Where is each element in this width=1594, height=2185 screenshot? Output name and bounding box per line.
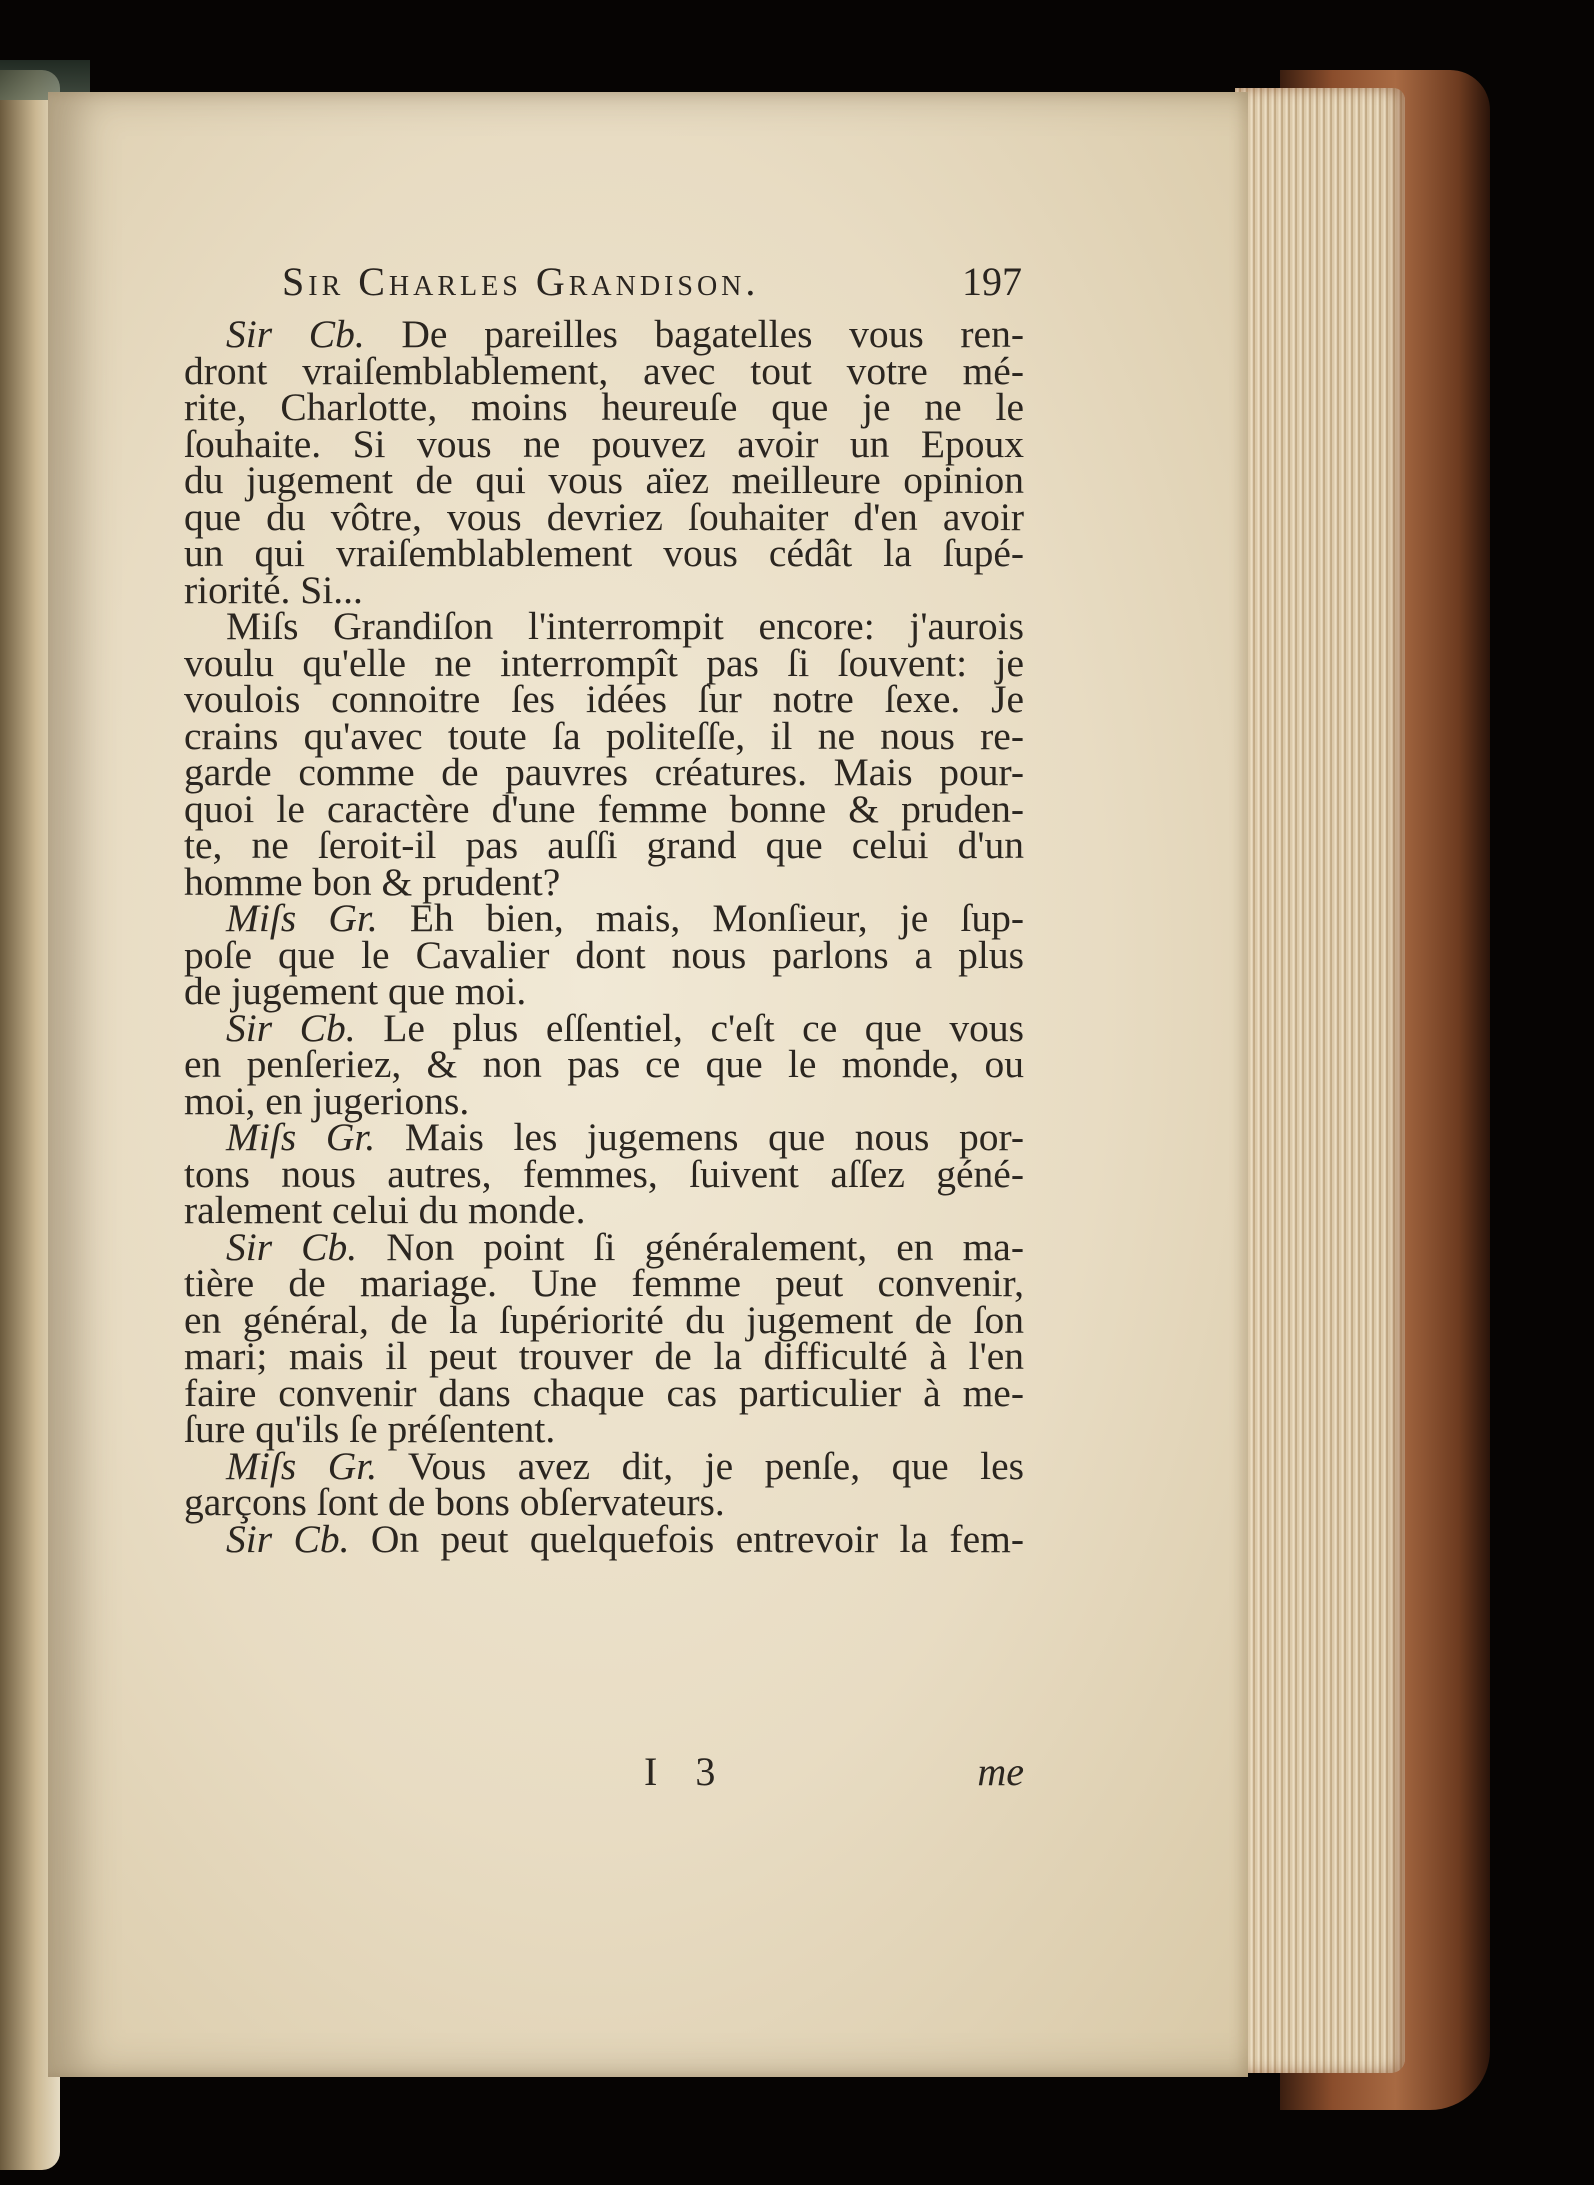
speaker-label: Sir Cb. — [226, 1005, 356, 1050]
line-text: faire convenir dans chaque cas particulier à me- — [184, 1370, 1024, 1415]
speaker-label: Miſs Gr. — [226, 896, 378, 940]
text-line — [184, 604, 1024, 648]
line-text: dront vraiſemblablement, avec tout votre mé- — [184, 348, 1024, 393]
line-text: voulois connoitre ſes idées ſur notre ſexe. Je — [184, 677, 1024, 721]
text-line — [184, 1407, 1024, 1451]
line-text: crains qu'avec toute ſa politeſſe, il ne nous re- — [184, 713, 1024, 758]
text-line — [184, 1151, 1024, 1196]
line-text: ſouhaite. Si vous ne pouvez avoir un Epoux — [184, 421, 1024, 466]
page-edges — [1235, 88, 1405, 2073]
line-text: Miſs Grandiſon l'interrompit encore: j'aurois — [226, 604, 1024, 648]
line-text: quoi le caractère d'une femme bonne & pruden- — [184, 786, 1024, 831]
speaker-label: Sir Cb. — [226, 312, 365, 356]
text-line — [184, 1188, 1024, 1232]
text-line — [184, 1443, 1024, 1488]
line-text: riorité. Si... — [184, 567, 363, 612]
speaker-label: Sir Cb. — [226, 1224, 358, 1269]
line-text: te, ne ſeroit-il pas auſſi grand que celui d'un — [184, 823, 1024, 867]
text-line — [184, 896, 1025, 940]
line-text: en penſeriez, & non pas ce que le monde, ou — [184, 1042, 1024, 1086]
line-text: garçons ſont de bons obſervateurs. — [184, 1480, 725, 1524]
body-text — [184, 312, 1025, 1561]
line-text: ralement celui du monde. — [184, 1188, 586, 1232]
page-header — [282, 258, 1022, 308]
text-line — [184, 1297, 1024, 1342]
signature-mark: I 3 — [644, 1749, 730, 1794]
line-text: Le plus eſſentiel, c'eſt ce que vous — [383, 1005, 1025, 1050]
line-text: Non point ſi généralement, en ma- — [386, 1224, 1024, 1269]
page-footer — [184, 1748, 1024, 1794]
line-text: du jugement de qui vous aïez meilleure opinion — [184, 458, 1024, 502]
line-text: de jugement que moi. — [184, 969, 527, 1013]
line-text: Eh bien, mais, Monſieur, je ſup- — [409, 896, 1025, 940]
line-text: homme bon & prudent? — [184, 859, 561, 904]
text-line — [184, 823, 1024, 867]
line-text: garde comme de pauvres créatures. Mais pour- — [184, 750, 1024, 794]
text-line — [184, 1115, 1025, 1159]
text-line — [184, 567, 1024, 612]
text-line — [184, 1261, 1024, 1305]
speaker-label: Miſs Gr. — [226, 1115, 376, 1159]
text-line — [184, 494, 1024, 539]
text-line — [184, 932, 1024, 977]
text-line — [184, 458, 1024, 502]
text-line — [184, 1480, 1024, 1524]
speaker-label: Miſs Gr. — [226, 1443, 378, 1488]
text-line — [184, 640, 1024, 685]
line-text: tière de mariage. Une femme peut convenir, — [184, 1261, 1024, 1305]
text-line — [184, 859, 1024, 904]
text-line — [184, 786, 1024, 831]
running-head: Sir Charles Grandison. — [282, 259, 760, 304]
text-line — [184, 385, 1024, 429]
line-text: Mais les jugemens que nous por- — [404, 1115, 1025, 1159]
line-text: ſure qu'ils ſe préſentent. — [184, 1407, 556, 1451]
catchword: me — [977, 1749, 1024, 1794]
text-line — [184, 750, 1024, 794]
line-text: voulu qu'elle ne interrompît pas ſi ſouvent: je — [184, 640, 1024, 685]
line-text: mari; mais il peut trouver de la difficulté à l'en — [184, 1334, 1024, 1378]
text-line — [184, 969, 1024, 1013]
text-line — [184, 531, 1024, 575]
text-line — [184, 312, 1024, 356]
text-line — [184, 421, 1024, 466]
line-text: poſe que le Cavalier dont nous parlons a plus — [184, 932, 1024, 977]
text-line — [184, 1370, 1024, 1415]
page-number: 197 — [962, 259, 1022, 304]
line-text: De pareilles bagatelles vous ren- — [401, 312, 1024, 356]
line-text: un qui vraiſemblablement vous cédât la ſupé- — [184, 531, 1024, 575]
text-line — [184, 1334, 1024, 1378]
text-line — [184, 1516, 1025, 1561]
line-text: que du vôtre, vous devriez ſouhaiter d'en avoir — [184, 494, 1024, 539]
text-line — [184, 348, 1024, 393]
line-text: On peut quelquefois entrevoir la fem- — [370, 1516, 1025, 1561]
text-line — [184, 1005, 1025, 1050]
line-text: tons nous autres, femmes, ſuivent aſſez géné- — [184, 1151, 1024, 1196]
line-text: en général, de la ſupériorité du jugement de ſon — [184, 1297, 1024, 1342]
line-text: moi, en jugerions. — [184, 1078, 470, 1123]
line-text: Vous avez dit, je penſe, que les — [407, 1443, 1024, 1488]
speaker-label: Sir Cb. — [226, 1516, 350, 1561]
text-line — [184, 713, 1024, 758]
text-line — [184, 1042, 1024, 1086]
text-line — [184, 677, 1024, 721]
text-line — [184, 1078, 1024, 1123]
text-line — [184, 1224, 1024, 1269]
line-text: rite, Charlotte, moins heureuſe que je ne le — [184, 385, 1024, 429]
